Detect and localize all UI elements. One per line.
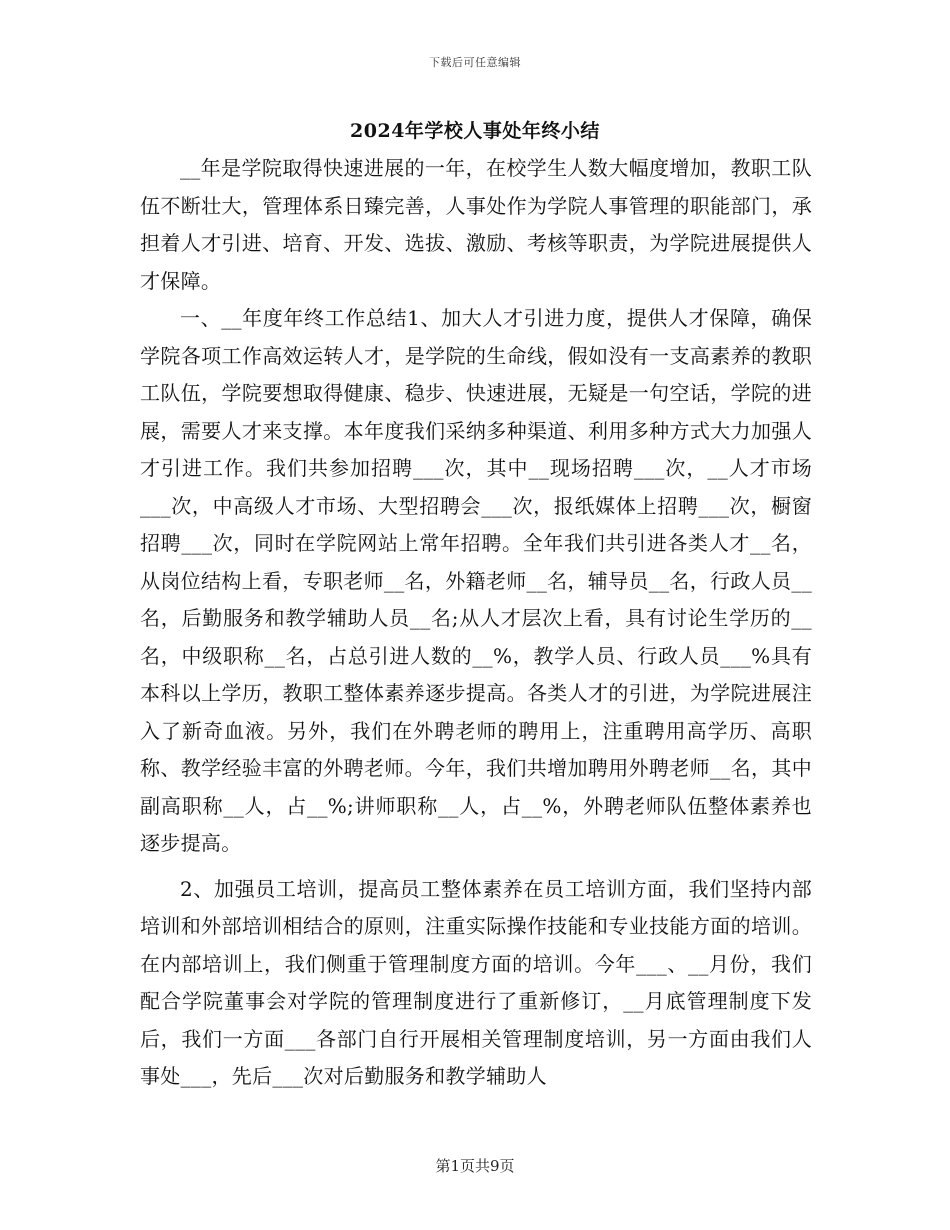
document-title: 2024年学校人事处年终小结 bbox=[350, 120, 600, 142]
paragraph-section-one: 一、__年度年终工作总结1、加大人才引进力度，提供人才保障，确保学院各项工作高效运转人才，是学院的生命线，假如没有一支高素养的教职工队伍，学院要想取得健康、稳步、快速进展，无疑是一句空话，学院的进展，需要人才来支撑。本年度我们采纳多种渠道、利用多种方式大力加强人才引进工作。我们共参加招聘___次，其中__现场招聘___次，__人才市场___次，中高级人才市场、大型招聘会___次，报纸媒体上招聘___次，橱窗招聘___次，同时在学院网站上常年招聘。全年我们共引进各类人才__名，从岗位结构上看，专职老师__名，外籍老师__名，辅导员__名，行政人员__名，后勤服务和教学辅助人员__名;从人才层次上看，具有讨论生学历的__名，中级职称__名，占总引进人数的__%，教学人员、行政人员___%具有本科以上学历，教职工整体素养逐步提高。各类人才的引进，为学院进展注入了新奇血液。另外，我们在外聘老师的聘用上，注重聘用高学历、高职称、教学经验丰富的外聘老师。今年，我们共增加聘用外聘老师__名，其中副高职称__人，占__%;讲师职称__人，占__%，外聘老师队伍整体素养也逐步提高。 bbox=[140, 306, 812, 855]
paragraph-intro: __年是学院取得快速进展的一年，在校学生人数大幅度增加，教职工队伍不断壮大，管理体系日臻完善，人事处作为学院人事管理的职能部门，承担着人才引进、培育、开发、选拔、激励、考核等职责，为学院进展提供人才保障。 bbox=[140, 156, 812, 293]
header-note: 下载后可任意编辑 bbox=[429, 56, 521, 69]
document-body bbox=[140, 150, 812, 1096]
page-footer: 第1页共9页 bbox=[435, 1157, 515, 1175]
paragraph-training: 2、加强员工培训，提高员工整体素养在员工培训方面，我们坚持内部培训和外部培训相结合的原则，注重实际操作技能和专业技能方面的培训。在内部培训上，我们侧重于管理制度方面的培训。今年___、__月份，我们配合学院董事会对学院的管理制度进行了重新修订，__月底管理制度下发后，我们一方面___各部门自行开展相关管理制度培训，另一方面由我们人事处___，先后___次对后勤服务和教学辅助人 bbox=[140, 876, 812, 1088]
